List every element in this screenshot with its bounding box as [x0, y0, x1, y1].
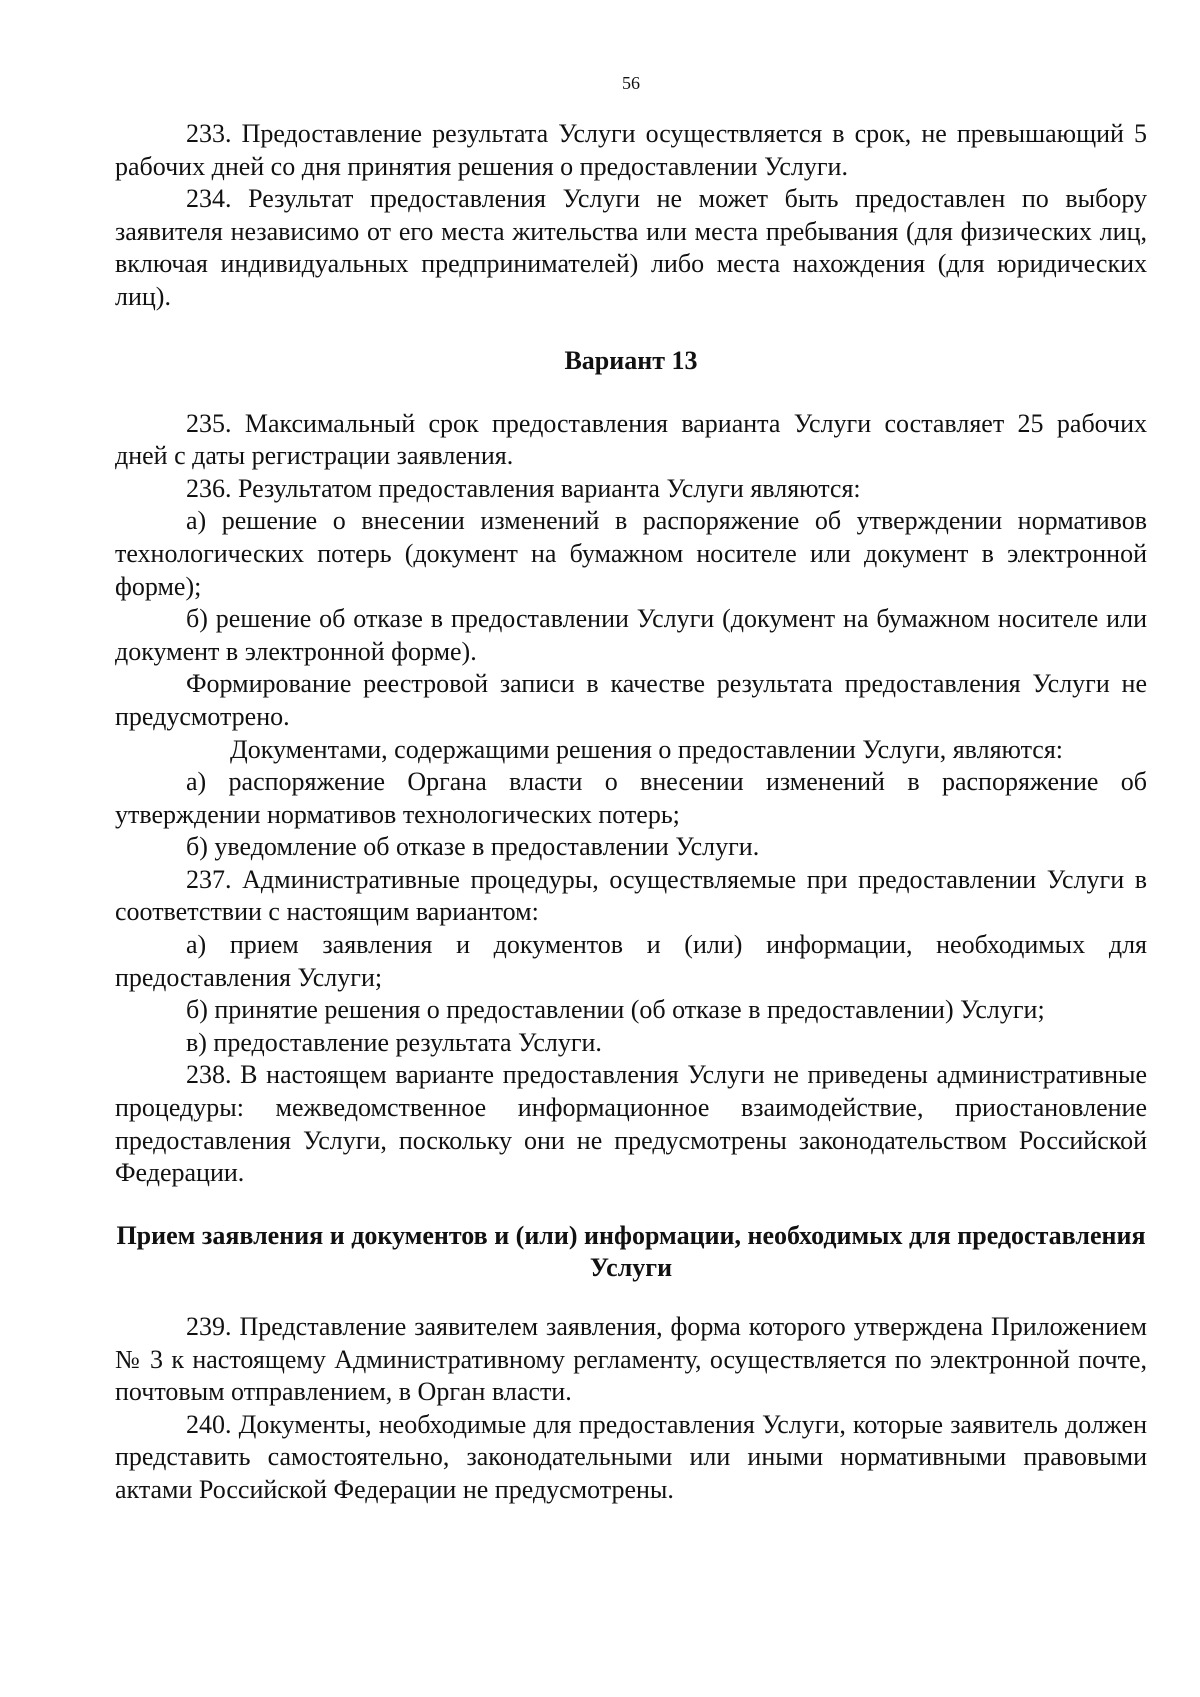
paragraph-234: 234. Результат предоставления Услуги не может быть предоставлен по выбору заявителя независимо от его места жительства или места пребывания (для физических лиц, включая индивидуальных предпринимателей) либо места нахождения (для юридических лиц). [115, 184, 1147, 311]
paragraph-239: 239. Представление заявителем заявления, форма которого утверждена Приложением № 3 к настоящему Административному регламенту, осуществляется по электронной почте, почтовым отправлением, в Орган власти. [115, 1312, 1147, 1407]
paragraph-decision-documents: Документами, содержащими решения о предоставлении Услуги, являются: [230, 734, 1064, 764]
list-item-237-b: б) принятие решения о предоставлении (об отказе в предоставлении) Услуги; [186, 995, 1045, 1025]
list-item-documents-b: б) уведомление об отказе в предоставлении Услуги. [186, 832, 760, 862]
paragraph-235: 235. Максимальный срок предоставления варианта Услуги составляет 25 рабочих дней с даты регистрации заявления. [115, 408, 1147, 471]
paragraph-233: 233. Предоставление результата Услуги осуществляется в срок, не превышающий 5 рабочих дней со дня принятия решения о предоставлении Услуги. [115, 119, 1147, 181]
paragraph-236: 236. Результатом предоставления варианта Услуги являются: [186, 473, 861, 503]
list-item-documents-a: а) распоряжение Органа власти о внесении изменений в распоряжение об утверждении нормативов технологических потерь; [115, 767, 1147, 829]
list-item-236-a: а) решение о внесении изменений в распоряжение об утверждении нормативов технологических потерь (документ на бумажном носителе или документ в электронной форме); [115, 506, 1147, 601]
list-item-236-b: б) решение об отказе в предоставлении Услуги (документ на бумажном носителе или документ в электронной форме). [115, 604, 1147, 666]
list-item-237-v: в) предоставление результата Услуги. [186, 1027, 602, 1057]
document-body [115, 118, 1147, 1507]
paragraph-238: 238. В настоящем варианте предоставления Услуги не приведены административные процедуры: межведомственное информационное взаимодействие, приостановление предоставления Услуги, поскольку они не предусмотрены законодательством Российской Федерации. [115, 1060, 1147, 1188]
section-heading-variant-13: Вариант 13 [564, 345, 698, 375]
section-heading-application-intake: Прием заявления и документов и (или) информации, необходимых для предоставления Услуги [116, 1220, 1146, 1283]
paragraph-registry-record: Формирование реестровой записи в качестве результата предоставления Услуги не предусмотрено. [115, 669, 1147, 731]
paragraph-237: 237. Административные процедуры, осуществляемые при предоставлении Услуги в соответствии с настоящим вариантом: [115, 864, 1147, 927]
paragraph-240: 240. Документы, необходимые для предоставления Услуги, которые заявитель должен представить самостоятельно, законодательными или иными нормативными правовыми актами Российской Федерации не предусмотрены. [115, 1409, 1147, 1504]
page-number: 56 [622, 73, 640, 93]
list-item-237-a: а) прием заявления и документов и (или) информации, необходимых для предоставления Услуги; [115, 930, 1147, 992]
